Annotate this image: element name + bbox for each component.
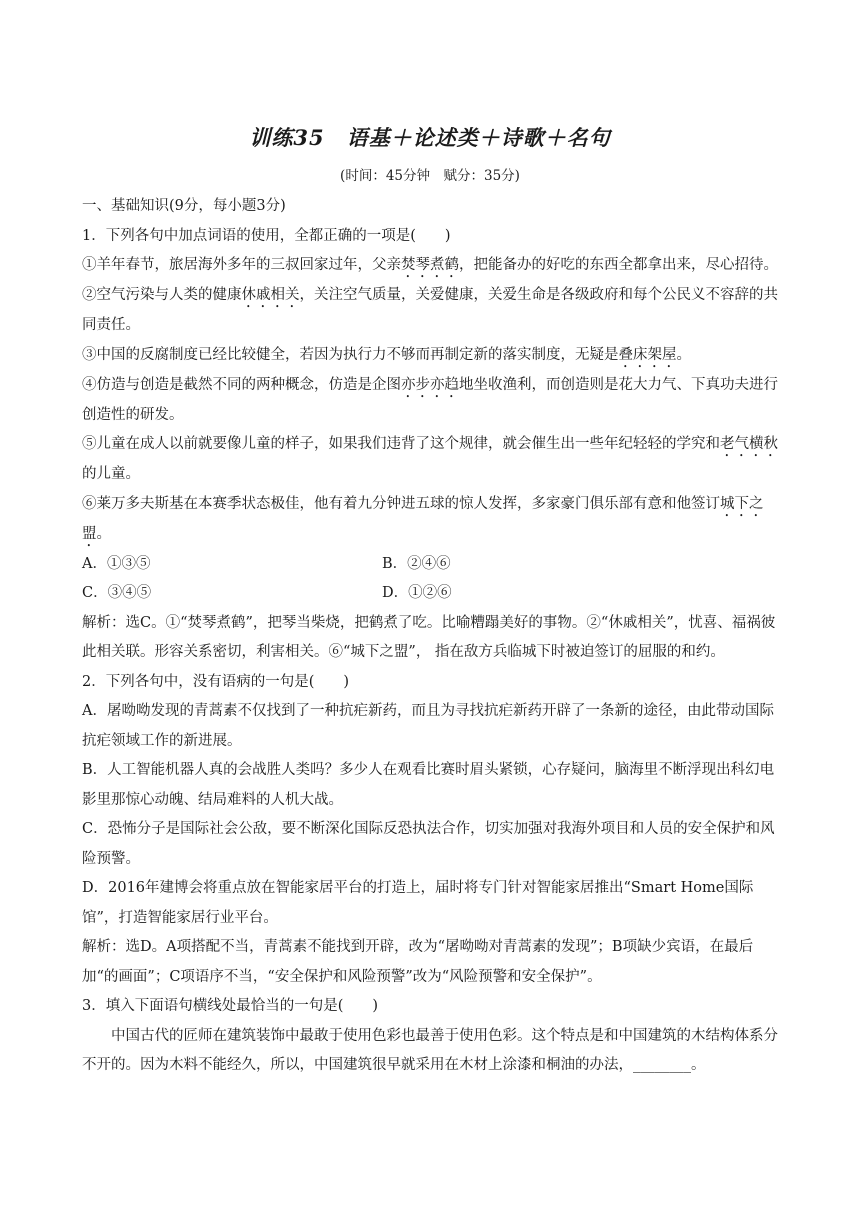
q1-s4-pre: ④仿造与创造是截然不同的两种概念，仿造是企图 <box>82 376 401 393</box>
q1-option-b: B．②④⑥ <box>382 555 451 572</box>
q1-sentence-4 <box>82 371 778 431</box>
q2-option-a: A．屠呦呦发现的青蒿素不仅找到了一种抗疟新药，而且为寻找抗疟新药开辟了一条新的途径，由此带动国际抗疟领域工作的新进展。 <box>82 703 774 749</box>
question-1-stem: 1．下列各句中加点词语的使用，全都正确的一项是( ) <box>82 227 451 244</box>
q1-options-row-1 <box>82 550 778 580</box>
q1-s2-post: ，关注空气质量，关爱健康，关爱生命是各级政府和每个公民义不容辞的共同责任。 <box>82 287 778 333</box>
q1-options-row-2 <box>82 579 778 609</box>
q1-option-c: C．③④⑤ <box>82 585 152 601</box>
q1-s6-dotted-idiom: 城下之盟 <box>82 495 764 542</box>
q1-s5-post: 的儿童。 <box>82 466 140 482</box>
question-3-stem: 3．填入下面语句横线处最恰当的一句是( ) <box>82 998 379 1014</box>
q1-s3-post: 。 <box>676 346 691 363</box>
q1-s1-post: ，把能备办的好吃的东西全都拿出来，尽心招待。 <box>459 257 778 273</box>
q1-sentence-2 <box>82 281 778 341</box>
q2-option-d: D．2016年建博会将重点放在智能家居平台的打造上，届时将专门针对智能家居推出“Smart Home国际馆”，打造智能家居行业平台。 <box>82 880 754 926</box>
q1-s5-dotted-idiom: 老气横秋 <box>720 436 778 452</box>
q1-option-d: D．①②⑥ <box>382 585 452 601</box>
q3-passage: 中国古代的匠师在建筑装饰中最敢于使用色彩也最善于使用色彩。这个特点是和中国建筑的木结构体系分不开的。因为木料不能经久，所以，中国建筑很早就采用在木材上涂漆和桐油的办法，________。 <box>82 1027 778 1073</box>
q2-option-c: C．恐怖分子是国际社会公敌，要不断深化国际反恐执法合作，切实加强对我海外项目和人员的安全保护和风险预警。 <box>82 821 775 867</box>
q1-s2-dotted-idiom: 休戚相关 <box>241 287 300 303</box>
q1-analysis: 解析：选C。①“焚琴煮鹤”，把琴当柴烧，把鹤煮了吃。比喻糟蹋美好的事物。②“休戚相关”，忧喜、福祸彼此相关联。形容关系密切，利害相关。⑥“城下之盟”， 指在敌方兵临城下时被迫签订的屈服的和约。 <box>82 614 776 660</box>
q1-sentence-1 <box>82 251 778 281</box>
q1-s6-pre: ⑥莱万多夫斯基在本赛季状态极佳，他有着九分钟进五球的惊人发挥，多家豪门俱乐部有意和他签订 <box>82 495 720 512</box>
q1-sentence-3 <box>82 341 778 371</box>
question-2-stem: 2．下列各句中，没有语病的一句是( ) <box>82 673 350 690</box>
q2-option-b: B．人工智能机器人真的会战胜人类吗？多少人在观看比赛时眉头紧锁，心存疑问，脑海里不断浮现出科幻电影里那惊心动魄、结局难料的人机大战。 <box>82 762 775 808</box>
section-heading: 一、基础知识(9分，每小题3分) <box>82 198 286 214</box>
q1-s6-post: 。 <box>96 525 111 542</box>
content-body <box>82 192 778 1081</box>
q1-s1-dotted-idiom: 焚琴煮鹤 <box>401 257 459 273</box>
q2-analysis: 解析：选D。A项搭配不当，青蒿素不能找到开辟，改为“屠呦呦对青蒿素的发现”；B项缺少宾语，在最后加“的画面”；C项语序不当，“安全保护和风险预警”改为“风险预警和安全保护”。 <box>82 939 754 985</box>
q1-s4-dotted-idiom: 亦步亦趋 <box>401 376 459 393</box>
page-subtitle: (时间：45分钟 赋分：35分) <box>340 168 520 184</box>
q1-s3-pre: ③中国的反腐制度已经比较健全，若因为执行力不够而再制定新的落实制度，无疑是 <box>82 346 619 363</box>
page-title: 训练35 语基＋论述类＋诗歌＋名句 <box>249 125 611 150</box>
q1-option-a: A．①③⑤ <box>82 555 151 572</box>
q1-sentence-5 <box>82 430 778 490</box>
q1-s4-post: 地坐收渔利，而创造则是花大力气、下真功夫进行创造性的研发。 <box>82 376 778 423</box>
q1-s1-pre: ①羊年春节，旅居海外多年的三叔回家过年，父亲 <box>82 257 401 273</box>
q1-s2-pre: ②空气污染与人类的健康 <box>82 287 242 303</box>
q1-s5-pre: ⑤儿童在成人以前就要像儿童的样子，如果我们违背了这个规律，就会催生出一些年纪轻轻的学究和 <box>82 436 720 452</box>
q1-sentence-6 <box>82 490 778 550</box>
q1-s3-dotted-idiom: 叠床架屋 <box>618 346 677 363</box>
